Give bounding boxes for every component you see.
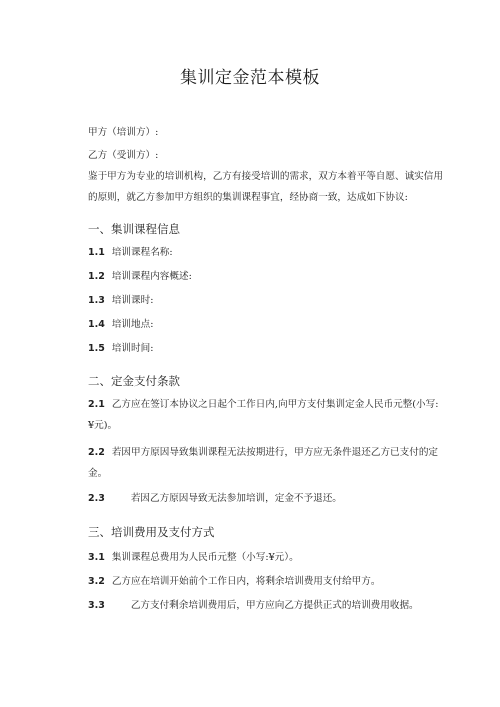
party-b-line: 乙方（受训方）: xyxy=(88,150,159,161)
item-text: 培训课程内容概述: xyxy=(111,271,192,282)
section1-heading: 一、集训课程信息 xyxy=(88,222,180,236)
item-number: 3.2 xyxy=(88,576,105,587)
item-text: 培训地点: xyxy=(111,319,154,330)
section2-item xyxy=(88,394,443,436)
section1-item xyxy=(88,318,438,332)
section2-heading: 二、定金支付条款 xyxy=(88,374,180,388)
section1-item xyxy=(88,246,438,260)
item-text: 乙方应在培训开始前个工作日内，将剩余培训费用支付给甲方。 xyxy=(111,576,381,587)
section3-heading: 三、培训费用及支付方式 xyxy=(88,525,215,539)
item-text: 培训课程名称: xyxy=(111,247,173,258)
section1-item xyxy=(88,270,438,284)
section3-item xyxy=(88,599,438,613)
section2-item xyxy=(88,442,443,484)
party-a-line: 甲方（培训方）: xyxy=(88,127,159,138)
document-title: 集训定金范本模板 xyxy=(180,68,320,88)
item-number: 1.1 xyxy=(88,247,105,258)
section3-item xyxy=(88,551,438,565)
item-text: 培训时间: xyxy=(111,343,154,354)
intro-paragraph: 鉴于甲方为专业的培训机构，乙方有接受培训的需求，双方本着平等自愿、诚实信用的原则，就乙方参加甲方组织的集训课程事宜，经协商一致，达成如下协议: xyxy=(88,171,443,203)
section1-item xyxy=(88,294,438,308)
item-text: 集训课程总费用为人民币元整（小写:¥元）。 xyxy=(111,552,299,563)
item-text: 若因乙方原因导致无法参加培训，定金不予退还。 xyxy=(130,493,342,504)
section2-item xyxy=(88,492,438,506)
item-number: 1.3 xyxy=(88,295,105,306)
item-number: 2.2 xyxy=(88,447,105,458)
item-number: 3.3 xyxy=(88,600,105,611)
item-number: 2.3 xyxy=(88,493,105,504)
item-number: 3.1 xyxy=(88,552,105,563)
item-text: 若因甲方原因导致集训课程无法按期进行，甲方应无条件退还乙方已支付的定金。 xyxy=(88,447,439,479)
section1-item xyxy=(88,342,438,356)
item-text: 培训课时: xyxy=(111,295,154,306)
item-number: 1.5 xyxy=(88,343,105,354)
item-number: 1.2 xyxy=(88,271,105,282)
item-number: 2.1 xyxy=(88,399,105,410)
item-number: 1.4 xyxy=(88,319,105,330)
item-text: 乙方支付剩余培训费用后，甲方应向乙方提供正式的培训费用收据。 xyxy=(130,600,419,611)
item-text: 乙方应在签订本协议之日起个工作日内,向甲方支付集训定金人民币元整(小写:¥元)。 xyxy=(88,399,439,431)
section3-item xyxy=(88,575,438,589)
